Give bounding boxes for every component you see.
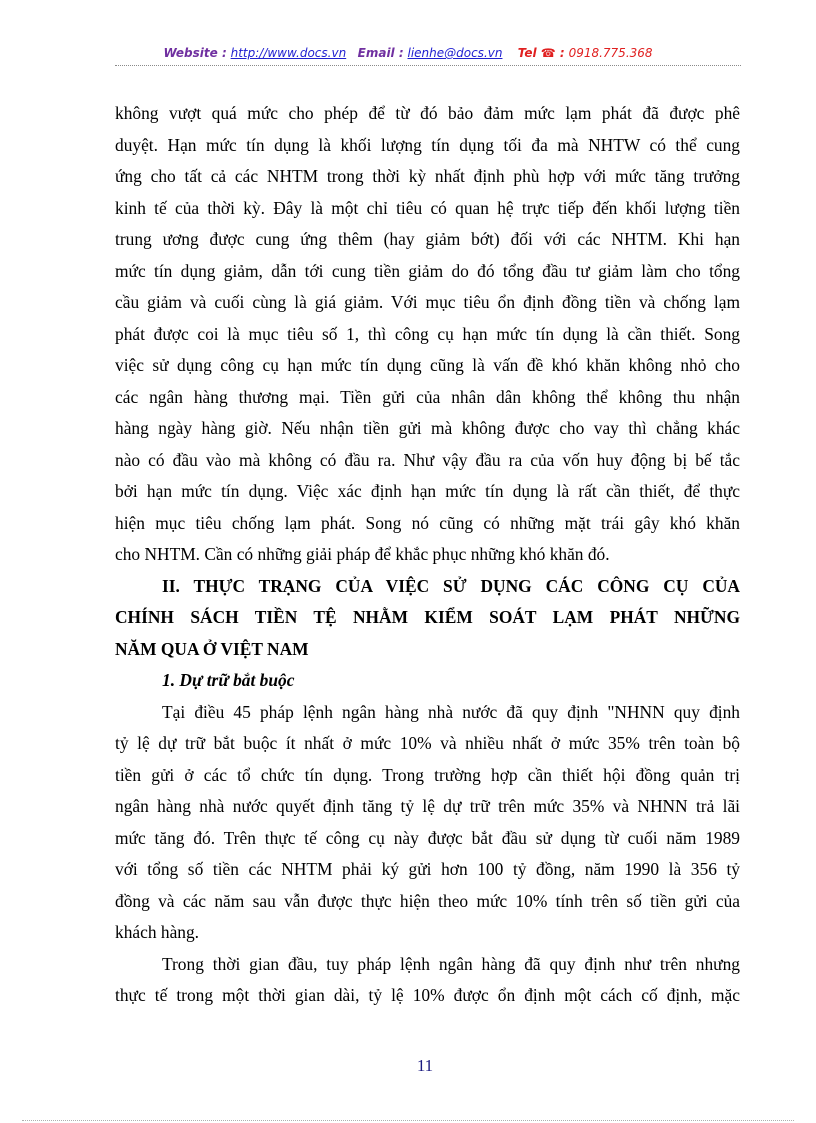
page-header (0, 46, 816, 60)
body-text (115, 98, 740, 1012)
body-line: bởi hạn mức tín dụng. Việc xác định hạn mức tín dụng là rất cần thiết, để thực (115, 481, 740, 501)
body-line: không vượt quá mức cho phép để từ đó bảo đảm mức lạm phát đã được phê (115, 103, 740, 123)
body-line: cho NHTM. Cần có những giải pháp để khắc phục những khó khăn đó. (115, 544, 610, 564)
paragraph-line: Tại điều 45 pháp lệnh ngân hàng nhà nước đã quy định "NHNN quy định (162, 701, 740, 722)
body-line: duyệt. Hạn mức tín dụng là khối lượng tín dụng tối đa mà NHTW có thể cung (115, 134, 740, 155)
body-line: hàng ngày hàng giờ. Nếu nhận tiền gửi mà không được cho vay thì chẳng khác (115, 418, 740, 438)
body-line: phát được coi là mục tiêu số 1, thì công cụ hạn mức tín dụng là cần thiết. Song (115, 323, 740, 344)
section-heading: II. THỰC TRẠNG CỦA VIỆC SỬ DỤNG CÁC CÔNG CỤ CỦA (162, 575, 740, 596)
section-heading: CHÍNH SÁCH TIỀN TỆ NHẰM KIỂM SOÁT LẠM PHÁT NHỮNG (115, 607, 740, 627)
body-line: cầu giảm và cuối cùng là giá giảm. Với mục tiêu ổn định đồng tiền và chống lạm (115, 292, 740, 312)
email-label: Email : (357, 46, 404, 60)
paragraph-line: đồng và các năm sau vẫn được thực hiện theo mức 10% tính trên số tiền gửi của (115, 890, 740, 911)
tel-value: 0918.775.368 (568, 46, 653, 60)
body-line: trung ương được cung ứng thêm (hay giảm bớt) đối với các NHTM. Khi hạn (115, 229, 740, 249)
body-line: hiện mục tiêu chống lạm phát. Song nó cũng có những mặt trái gây khó khăn (115, 512, 740, 533)
paragraph-line: tiền gửi ở các tổ chức tín dụng. Trong trường hợp cần thiết hội đồng quản trị (115, 764, 740, 785)
body-line: việc sử dụng công cụ hạn mức tín dụng cũng là vấn đề khó khăn không nhỏ cho (115, 355, 740, 375)
paragraph-line: thực tế trong một thời gian dài, tỷ lệ 10% được ổn định một cách cố định, mặc (115, 985, 740, 1005)
body-line: ứng cho tất cả các NHTM trong thời kỳ nhất định phù hợp với mức tăng trưởng (115, 166, 740, 186)
paragraph-line: ngân hàng nhà nước quyết định tăng tỷ lệ dự trữ trên mức 35% và NHNN trả lãi (115, 796, 740, 816)
body-line: nào có đầu vào mà không có đầu ra. Như vậy đầu ra của vốn huy động bị bế tắc (115, 449, 740, 470)
paragraph-line: tỷ lệ dự trữ bắt buộc ít nhất ở mức 10% và nhiều nhất ở mức 35% trên toàn bộ (115, 733, 740, 753)
body-line: mức tín dụng giảm, dẫn tới cung tiền giảm do đó tổng đầu tư giảm làm cho tổng (115, 260, 740, 281)
paragraph-line: với tổng số tiền các NHTM phải ký gửi hơn 100 tỷ đồng, năm 1990 là 356 tỷ (115, 859, 740, 879)
subsection-heading: 1. Dự trữ bắt buộc (162, 670, 295, 690)
tel-label: Tel ☎ : (517, 46, 565, 60)
paragraph-line: Trong thời gian đầu, tuy pháp lệnh ngân hàng đã quy định như trên nhưng (162, 953, 740, 974)
website-label: Website : (163, 46, 227, 60)
page-number: 11 (416, 1056, 434, 1075)
email-link[interactable]: lienhe@docs.vn (407, 46, 503, 60)
body-line: kinh tế của thời kỳ. Đây là một chỉ tiêu có quan hệ trực tiếp đến khối lượng tiền (115, 197, 740, 218)
paragraph-line: khách hàng. (115, 922, 200, 942)
section-heading: NĂM QUA Ở VIỆT NAM (115, 638, 309, 659)
body-line: các ngân hàng thương mại. Tiền gửi của nhân dân không thể không thu nhận (115, 386, 740, 407)
website-link[interactable]: http://www.docs.vn (230, 46, 347, 60)
paragraph-line: mức tăng đó. Trên thực tế công cụ này được bắt đầu sử dụng từ cuối năm 1989 (115, 827, 740, 848)
header-divider (115, 65, 741, 66)
footer-divider (22, 1120, 794, 1121)
